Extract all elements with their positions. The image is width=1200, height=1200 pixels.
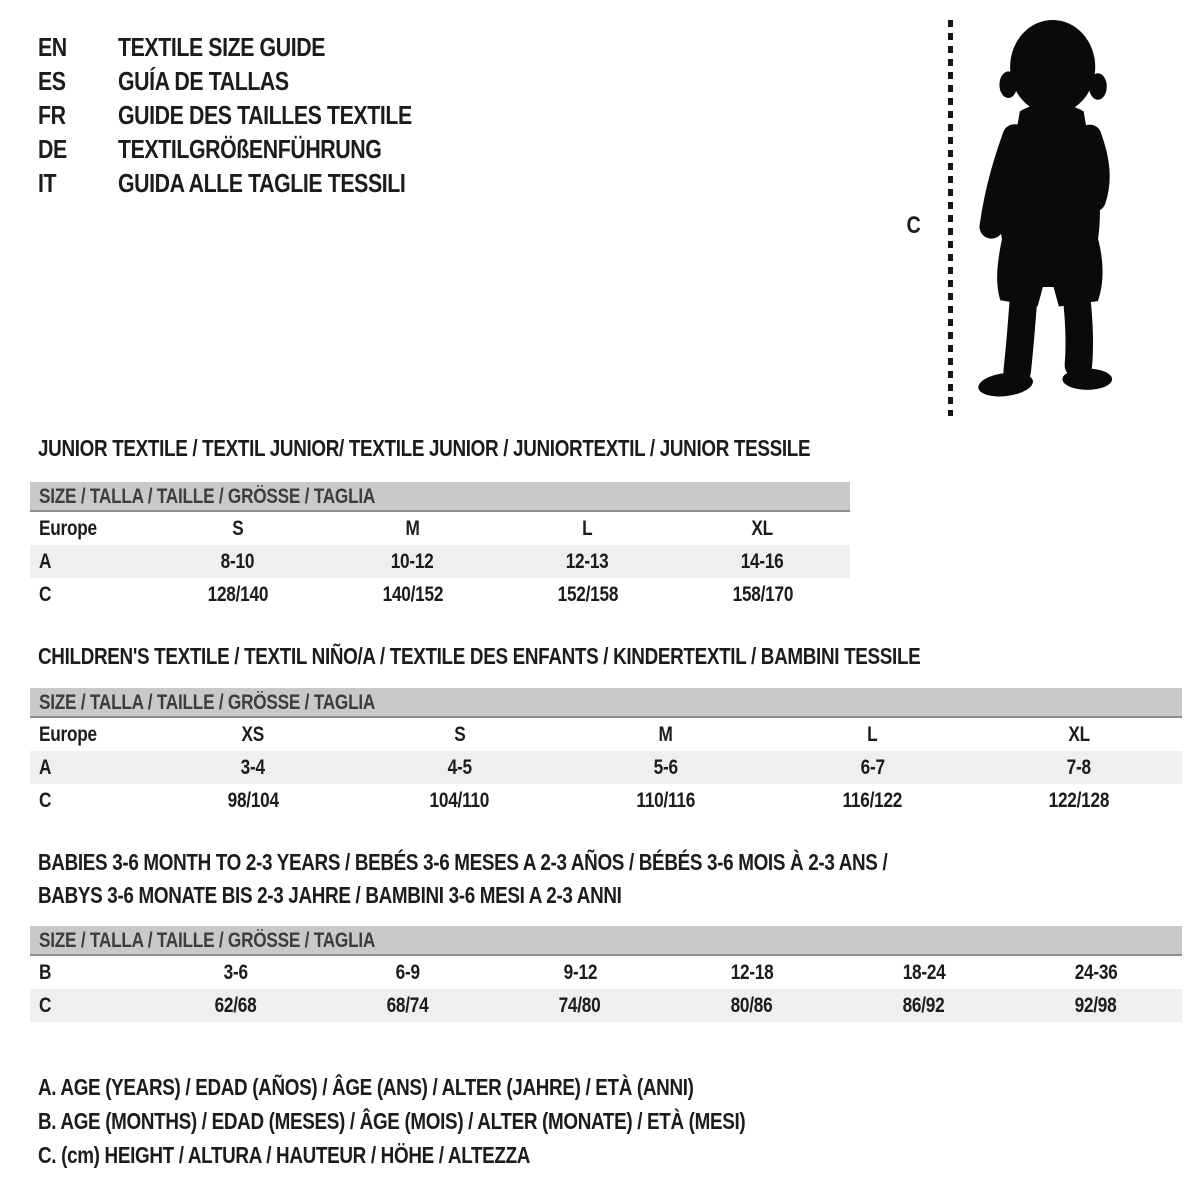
text: GUIDA ALLE TAGLIE TESSILI (118, 167, 406, 198)
text: XL (751, 516, 774, 540)
text: M (658, 722, 674, 746)
text: GUIDE DES TAILLES TEXTILE (118, 99, 412, 130)
table-cell (976, 756, 1182, 780)
text: DE (38, 133, 67, 164)
table-cell (675, 517, 850, 541)
table-row-b (30, 956, 1182, 989)
row-label (30, 961, 150, 985)
table-cell (666, 994, 838, 1018)
table-row-europe (30, 718, 1182, 751)
text: 80/86 (731, 993, 773, 1017)
text: TEXTILE SIZE GUIDE (118, 31, 326, 62)
text: 74/80 (559, 993, 601, 1017)
table-cell (150, 961, 322, 985)
text: 10-12 (391, 549, 434, 573)
table-header (30, 926, 1182, 956)
text: S (453, 722, 466, 746)
section-title-babies (38, 846, 1074, 912)
table-cell (675, 583, 850, 607)
size-table-children (30, 688, 1182, 817)
table-cell (150, 583, 325, 607)
text: A (39, 755, 52, 779)
toddler-silhouette (960, 12, 1140, 420)
text: B (39, 960, 52, 984)
text: 9-12 (563, 960, 597, 984)
text: 24-36 (1074, 960, 1118, 984)
table-cell (322, 994, 494, 1018)
footnotes (38, 1070, 901, 1172)
text: 6-7 (860, 755, 885, 779)
text: EN (38, 31, 67, 62)
text: 152/158 (557, 582, 618, 606)
table-cell (150, 994, 322, 1018)
language-code (38, 66, 118, 97)
table-cell (563, 723, 769, 747)
table-cell (675, 550, 850, 574)
text: 3-6 (223, 960, 249, 984)
language-title (118, 168, 469, 199)
text: 18-24 (902, 960, 946, 984)
text: 8-10 (220, 549, 255, 573)
text: M (405, 516, 420, 540)
text: S (231, 516, 244, 540)
row-label (30, 583, 150, 607)
table-cell (325, 517, 500, 541)
text: 4-5 (447, 755, 472, 779)
language-row-es (38, 64, 476, 98)
language-code (38, 100, 118, 131)
text: A. AGE (YEARS) / EDAD (AÑOS) / ÂGE (ANS) / ALTER (JAHRE) / ETÀ (ANNI) (38, 1074, 694, 1100)
footnote-b (38, 1104, 901, 1138)
text: IT (38, 167, 57, 198)
table-cell (769, 789, 975, 813)
row-label (30, 994, 150, 1018)
table-cell (563, 756, 769, 780)
text: 12-18 (730, 960, 774, 984)
table-cell (976, 723, 1182, 747)
language-row-fr (38, 98, 476, 132)
language-code (38, 32, 118, 63)
table-row-c (30, 989, 1182, 1022)
language-code (38, 168, 118, 199)
table-row-a (30, 545, 850, 578)
table-cell (325, 583, 500, 607)
table-cell (769, 723, 975, 747)
footnote-a (38, 1070, 901, 1104)
text: GUÍA DE TALLAS (118, 65, 289, 96)
text: 98/104 (227, 788, 279, 812)
table-cell (356, 756, 562, 780)
table-row-c (30, 578, 850, 611)
table-cell (976, 789, 1182, 813)
row-label (30, 789, 150, 813)
text: L (582, 516, 593, 540)
section-title-children (38, 640, 1114, 673)
text: Europe (39, 516, 97, 540)
text: BABIES 3-6 MONTH TO 2-3 YEARS / BEBÉS 3-6 MESES A 2-3 AÑOS / BÉBÉS 3-6 MOIS À 2-3 ANS / (38, 849, 888, 875)
table-cell (1010, 994, 1182, 1018)
text: SIZE / TALLA / TAILLE / GRÖSSE / TAGLIA (39, 485, 376, 508)
text: C (39, 582, 52, 606)
text: 3-4 (241, 755, 266, 779)
text: ES (38, 65, 66, 96)
language-title (118, 66, 326, 97)
table-cell (150, 723, 356, 747)
text: 68/74 (387, 993, 429, 1017)
text: C. (cm) HEIGHT / ALTURA / HAUTEUR / HÖHE / ALTEZZA (38, 1142, 531, 1168)
height-measure-label: C (906, 212, 921, 239)
table-cell (494, 961, 666, 985)
text: 62/68 (215, 993, 257, 1017)
row-label (30, 550, 150, 574)
row-label (30, 517, 150, 541)
text: 14-16 (741, 549, 784, 573)
table-cell (838, 961, 1010, 985)
text: L (867, 722, 878, 746)
table-cell (325, 550, 500, 574)
size-table-junior (30, 482, 850, 611)
language-title (118, 100, 476, 131)
language-row-it (38, 166, 476, 200)
language-guide (38, 30, 476, 200)
footnote-c (38, 1138, 901, 1172)
table-cell (494, 994, 666, 1018)
text: XL (1068, 722, 1090, 746)
text: 104/110 (429, 788, 490, 812)
language-row-de (38, 132, 476, 166)
text: 6-9 (395, 960, 421, 984)
section-title-line (38, 432, 980, 465)
table-header (30, 482, 850, 512)
text: A (39, 549, 52, 573)
table-row-c (30, 784, 1182, 817)
text: 158/170 (732, 582, 793, 606)
text: 86/92 (903, 993, 945, 1017)
table-cell (838, 994, 1010, 1018)
table-row-a (30, 751, 1182, 784)
text: Europe (39, 722, 97, 746)
section-title-junior (38, 432, 980, 465)
row-label (30, 723, 150, 747)
language-title (118, 32, 370, 63)
text: SIZE / TALLA / TAILLE / GRÖSSE / TAGLIA (39, 691, 376, 714)
language-code (38, 134, 118, 165)
text: C (39, 993, 52, 1017)
text: TEXTILGRÖßENFÜHRUNG (118, 133, 382, 164)
text: XS (241, 722, 265, 746)
text: 116/122 (842, 788, 903, 812)
table-cell (150, 517, 325, 541)
table-header (30, 688, 1182, 718)
text: 140/152 (382, 582, 443, 606)
text: SIZE / TALLA / TAILLE / GRÖSSE / TAGLIA (39, 929, 376, 952)
text: 128/140 (207, 582, 268, 606)
text: 12-13 (566, 549, 609, 573)
text: C (39, 788, 52, 812)
table-cell (356, 723, 562, 747)
table-cell (356, 789, 562, 813)
text: 7-8 (1066, 755, 1091, 779)
section-title-line (38, 640, 1114, 673)
text: B. AGE (MONTHS) / EDAD (MESES) / ÂGE (MOIS) / ALTER (MONATE) / ETÀ (MESI) (38, 1108, 746, 1134)
table-cell (150, 756, 356, 780)
text: JUNIOR TEXTILE / TEXTIL JUNIOR/ TEXTILE JUNIOR / JUNIORTEXTIL / JUNIOR TESSILE (38, 435, 811, 461)
table-cell (500, 517, 675, 541)
height-measure-dotted-line (948, 20, 953, 416)
table-cell (150, 789, 356, 813)
language-row-en (38, 30, 476, 64)
language-title (118, 134, 439, 165)
section-title-line (38, 879, 1074, 912)
table-cell (150, 550, 325, 574)
size-table-babies (30, 926, 1182, 1022)
section-title-line (38, 846, 1074, 879)
row-label (30, 756, 150, 780)
text: 122/128 (1048, 788, 1110, 812)
table-row-europe (30, 512, 850, 545)
text: 92/98 (1075, 993, 1117, 1017)
table-cell (769, 756, 975, 780)
text: 5-6 (653, 755, 679, 779)
table-cell (666, 961, 838, 985)
text: 110/116 (636, 788, 696, 812)
table-cell (500, 583, 675, 607)
text: BABYS 3-6 MONATE BIS 2-3 JAHRE / BAMBINI 3-6 MESI A 2-3 ANNI (38, 882, 622, 908)
table-cell (1010, 961, 1182, 985)
table-cell (322, 961, 494, 985)
text: FR (38, 99, 66, 130)
table-cell (500, 550, 675, 574)
table-cell (563, 789, 769, 813)
text: CHILDREN'S TEXTILE / TEXTIL NIÑO/A / TEXTILE DES ENFANTS / KINDERTEXTIL / BAMBINI TESSILE (38, 643, 921, 669)
